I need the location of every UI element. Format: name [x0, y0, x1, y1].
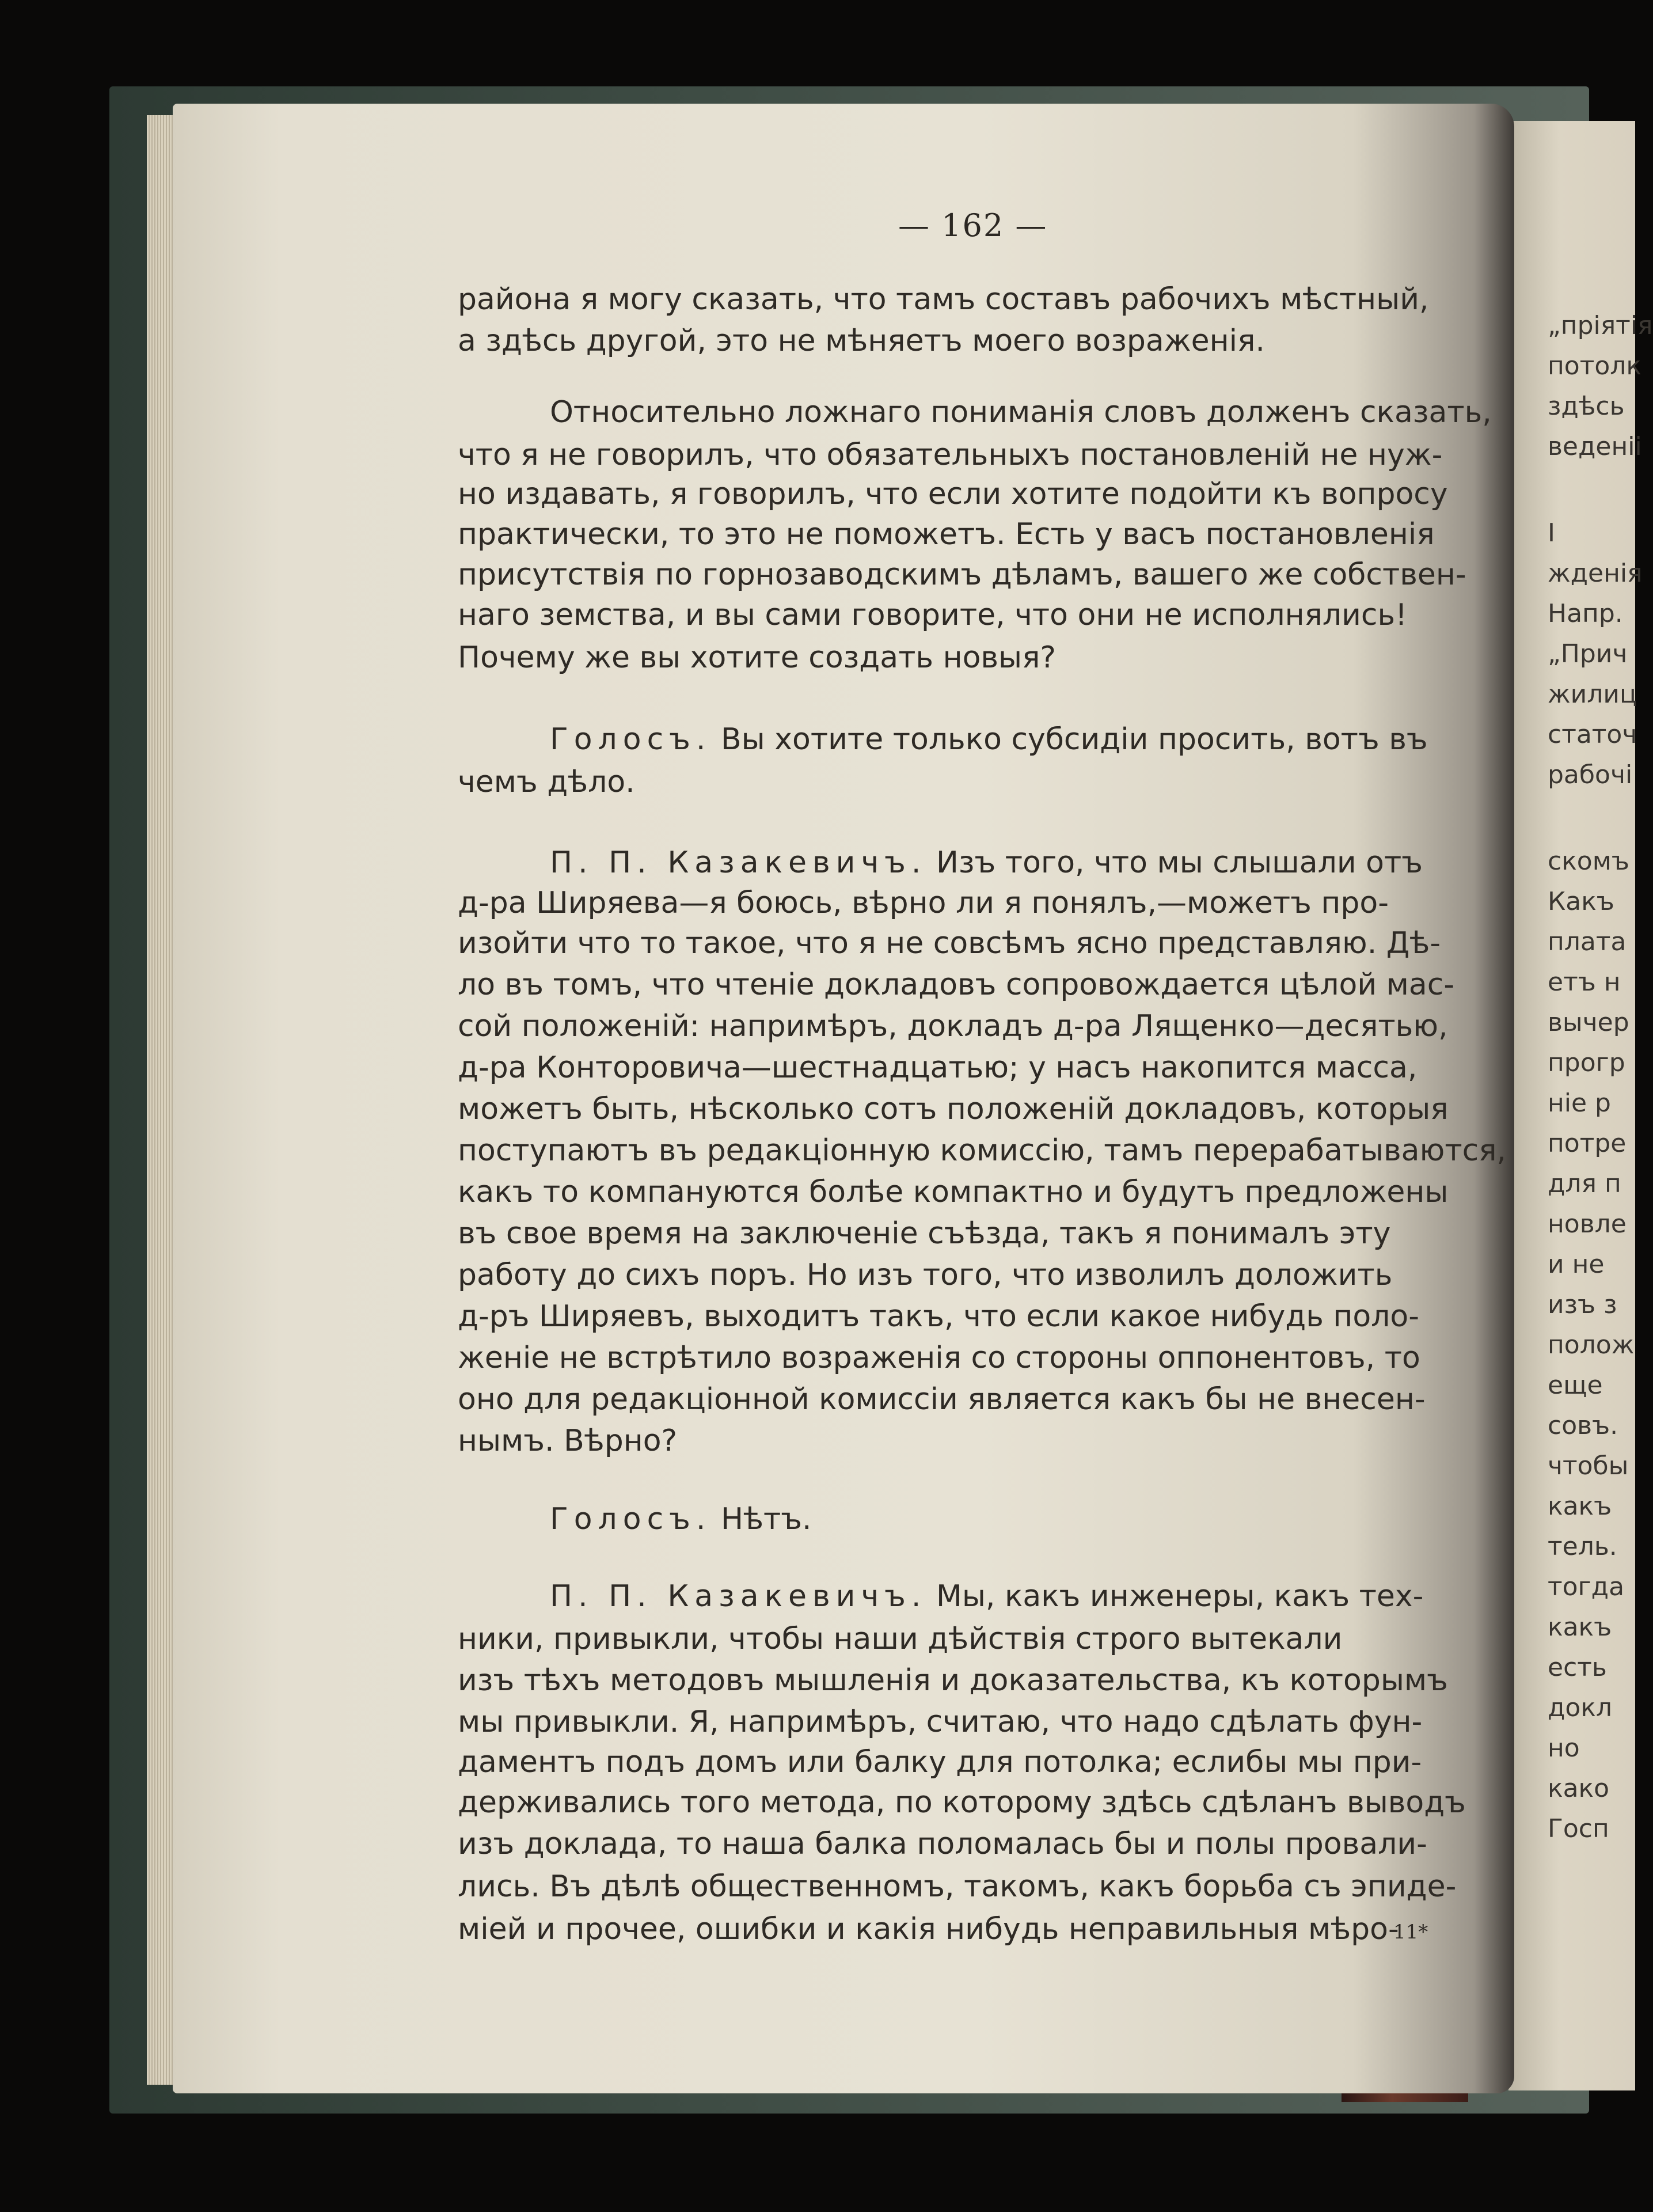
line-text: нымъ. Вѣрно?	[458, 1424, 678, 1458]
line-text: сой положеній: напримѣръ, докладъ д-ра Лященко—десятью,	[458, 1009, 1448, 1044]
line-text: въ свое время на заключеніе съѣзда, такъ я понималъ эту	[458, 1216, 1391, 1251]
text-line	[550, 395, 1492, 430]
text-line	[458, 282, 1429, 317]
line-text: Изъ того, что мы слышали отъ	[936, 845, 1423, 880]
line-text: наго земства, и вы сами говорите, что они не исполнялись!	[458, 598, 1407, 632]
next-page-fragment: есть	[1548, 1653, 1607, 1682]
text-line	[458, 1785, 1466, 1820]
text-line	[458, 557, 1466, 592]
text-line	[458, 1050, 1417, 1085]
line-text: лись. Въ дѣлѣ общественномъ, такомъ, какъ борьба съ эпиде-	[458, 1869, 1457, 1904]
next-page-fragment: докл	[1548, 1693, 1613, 1722]
text-line	[458, 1133, 1506, 1168]
printer-signature-mark: 11*	[1393, 1921, 1428, 1944]
next-page-fragment: здѣсь	[1548, 392, 1625, 421]
text-line	[458, 598, 1407, 632]
line-text: какъ то компануются болѣе компактно и будутъ предложены	[458, 1175, 1449, 1209]
next-page-fragment: I	[1548, 518, 1555, 548]
text-line	[458, 1622, 1342, 1656]
text-line	[458, 1382, 1426, 1417]
line-text: оно для редакціонной комиссіи является какъ бы не внесен-	[458, 1382, 1426, 1417]
line-text: изъ доклада, то наша балка поломалась бы и полы провали-	[458, 1827, 1427, 1861]
next-page-fragment: жилиц	[1548, 680, 1637, 709]
next-page-fragment: рабочі	[1548, 760, 1633, 790]
text-line	[550, 1579, 1423, 1614]
text-line	[458, 1705, 1422, 1739]
next-page-fragment: како	[1548, 1774, 1610, 1803]
line-text: Нѣтъ.	[720, 1502, 812, 1536]
next-page-fragment: полож	[1548, 1330, 1635, 1360]
line-text: а здѣсь другой, это не мѣняетъ моего возраженія.	[458, 324, 1265, 358]
next-page-fragment: „Прич	[1548, 639, 1628, 669]
text-line	[458, 324, 1265, 358]
text-line	[458, 517, 1435, 552]
text-line	[458, 1745, 1422, 1780]
next-page-fragment: какъ	[1548, 1492, 1612, 1521]
speaker-name: П. П. Казакевичъ.	[550, 1579, 927, 1614]
line-text: держивались того метода, по которому здѣсь сдѣланъ выводъ	[458, 1785, 1466, 1820]
text-line	[550, 1502, 812, 1536]
next-page-edge	[1508, 121, 1653, 2090]
line-text: работу до сихъ поръ. Но изъ того, что изволилъ доложить	[458, 1258, 1393, 1292]
next-page-fragment: совъ.	[1548, 1411, 1618, 1440]
text-line	[550, 722, 1428, 757]
line-text: присутствія по горнозаводскимъ дѣламъ, вашего же собствен-	[458, 557, 1466, 592]
next-page-fragment: жденія	[1548, 559, 1643, 588]
text-line	[458, 1175, 1448, 1209]
line-text: д-ра Конторовича—шестнадцатью; у насъ накопится масса,	[458, 1050, 1418, 1085]
text-line	[458, 967, 1454, 1002]
next-page-fragment: чтобы	[1548, 1451, 1629, 1481]
text-line	[550, 845, 1423, 880]
next-page-fragment: тогда	[1548, 1572, 1625, 1602]
line-text: женіе не встрѣтило возраженія со стороны оппонентовъ, то	[458, 1341, 1420, 1375]
line-text: поступаютъ въ редакціонную комиссію, тамъ перерабатываются,	[458, 1133, 1507, 1168]
text-line	[458, 1299, 1419, 1334]
next-page-fragment: для п	[1548, 1169, 1621, 1198]
text-line	[458, 1827, 1427, 1861]
next-page-fragment: вычер	[1548, 1008, 1629, 1037]
next-page-fragment: „пріятія	[1548, 311, 1653, 340]
line-text: изойти что то такое, что я не совсѣмъ ясно представляю. Дѣ-	[458, 926, 1441, 961]
text-line	[458, 1912, 1399, 1947]
next-page-fragment: новле	[1548, 1209, 1627, 1239]
line-text: д-ръ Ширяевъ, выходитъ такъ, что если какое нибудь поло-	[458, 1299, 1419, 1334]
text-line	[458, 1216, 1390, 1251]
line-text: но издавать, я говорилъ, что если хотите подойти къ вопросу	[458, 477, 1448, 511]
next-page-fragment: потолк	[1548, 351, 1641, 381]
next-page-fragment: потре	[1548, 1129, 1627, 1158]
next-page-fragment: статоч	[1548, 720, 1637, 749]
speaker-name: Голосъ.	[550, 1502, 712, 1536]
next-page-fragment: какъ	[1548, 1612, 1612, 1642]
line-text: практически, то это не поможетъ. Есть у васъ постановленія	[458, 517, 1435, 552]
next-page-fragment: но	[1548, 1733, 1580, 1763]
text-line	[458, 1092, 1449, 1126]
line-text: можетъ быть, нѣсколько сотъ положеній докладовъ, которыя	[458, 1092, 1449, 1126]
line-text: района я могу сказать, что тамъ составъ рабочихъ мѣстный,	[458, 282, 1429, 317]
next-page-fragment: скомъ	[1548, 847, 1629, 876]
next-page-fragment: Госп	[1548, 1814, 1609, 1843]
speaker-name: Голосъ.	[550, 722, 712, 757]
text-line	[458, 1341, 1420, 1375]
line-text: ло въ томъ, что чтеніе докладовъ сопровождается цѣлой мас-	[458, 967, 1455, 1002]
text-line	[458, 1009, 1448, 1044]
line-text: даментъ подъ домъ или балку для потолка; еслибы мы при-	[458, 1745, 1422, 1780]
text-line	[458, 926, 1441, 961]
text-line	[458, 477, 1448, 511]
next-page-fragment: Напр.	[1548, 599, 1623, 628]
line-text: д-ра Ширяева—я боюсь, вѣрно ли я понялъ,—можетъ про-	[458, 886, 1389, 920]
next-page-fragment: ніе р	[1548, 1088, 1611, 1118]
next-page-fragment: еще	[1548, 1371, 1603, 1400]
next-page-fragment: Какъ	[1548, 887, 1614, 916]
line-text: чемъ дѣло.	[458, 765, 635, 799]
text-line	[458, 886, 1389, 920]
line-text: Относительно ложнаго пониманія словъ долженъ сказать,	[550, 395, 1492, 430]
next-page-fragment: тель.	[1548, 1532, 1617, 1561]
line-text: міей и прочее, ошибки и какія нибудь неправильныя мѣро-	[458, 1912, 1399, 1947]
line-text: что я не говорилъ, что обязательныхъ постановленій не нуж-	[458, 438, 1443, 472]
page-number: — 162 —	[898, 207, 1048, 244]
next-page-fragment: веденіі	[1548, 432, 1642, 461]
text-line	[458, 765, 635, 799]
line-text: Вы хотите только субсидіи просить, вотъ въ	[720, 722, 1428, 757]
next-page-fragment: изъ з	[1548, 1290, 1617, 1319]
text-line	[458, 1869, 1456, 1904]
next-page-fragment: етъ н	[1548, 967, 1621, 997]
text-line	[458, 1258, 1392, 1292]
line-text: ники, привыкли, чтобы наши дѣйствія строго вытекали	[458, 1622, 1343, 1656]
text-line	[458, 1424, 677, 1458]
text-line	[458, 1663, 1448, 1698]
line-text: мы привыкли. Я, напримѣръ, считаю, что надо сдѣлать фун-	[458, 1705, 1423, 1739]
text-line	[458, 438, 1442, 472]
next-page-fragment: и не	[1548, 1250, 1605, 1279]
line-text: Мы, какъ инженеры, какъ тех-	[936, 1579, 1424, 1614]
next-page-fragment: прогр	[1548, 1048, 1625, 1077]
text-line	[458, 640, 1056, 675]
speaker-name: П. П. Казакевичъ.	[550, 845, 927, 880]
next-page-fragment: плата	[1548, 927, 1627, 957]
line-text: изъ тѣхъ методовъ мышленія и доказательства, къ которымъ	[458, 1663, 1448, 1698]
line-text: Почему же вы хотите создать новыя?	[458, 640, 1056, 675]
